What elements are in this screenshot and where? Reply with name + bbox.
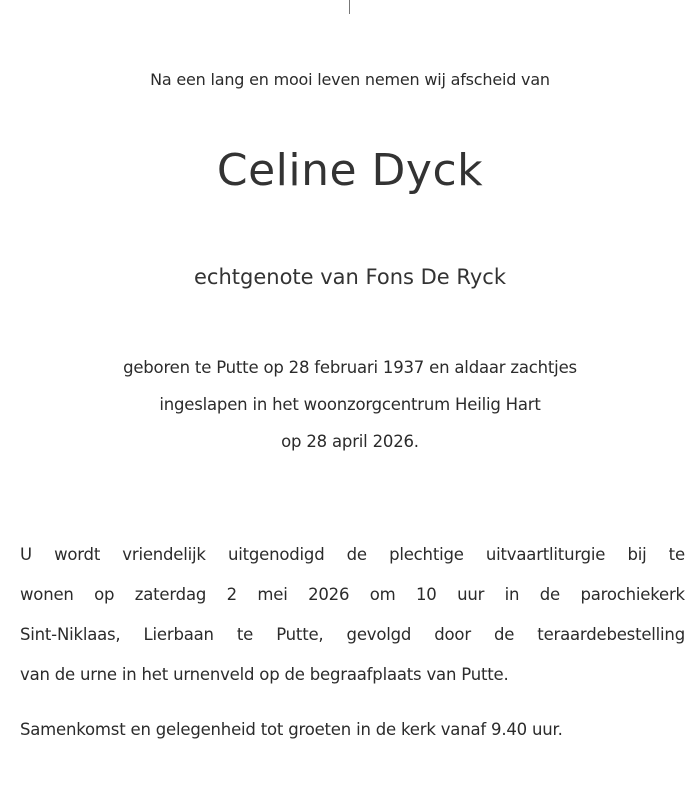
fold-mark [349, 0, 350, 14]
service-word: wonen [20, 585, 74, 604]
service-line: van de urne in het urnenveld op de begraafplaats van Putte. [20, 665, 509, 684]
service-word: om [369, 585, 396, 604]
service-word: 2 [226, 585, 237, 604]
service-word: Sint-Niklaas, [20, 625, 121, 644]
service-word: 2026 [308, 585, 350, 604]
service-word: teraardebestelling [537, 625, 685, 644]
birth-death-text [0, 349, 700, 460]
service-word: op [94, 585, 115, 604]
service-word: de [493, 625, 515, 644]
service-line [20, 535, 685, 575]
service-word: te [236, 625, 254, 644]
service-word: wordt [54, 545, 101, 564]
spouse-line: echtgenote van Fons De Ryck [194, 265, 506, 289]
service-word: door [434, 625, 471, 644]
service-word: plechtige [389, 545, 464, 564]
service-word: de [539, 585, 561, 604]
service-word: te [668, 545, 685, 564]
service-word: vriendelijk [122, 545, 206, 564]
service-word: in [504, 585, 520, 604]
intro-text: Na een lang en mooi leven nemen wij afscheid van [150, 70, 550, 89]
birth-line: op 28 april 2026. [281, 432, 419, 451]
service-paragraph [20, 535, 685, 695]
service-word: Putte, [276, 625, 324, 644]
service-word: bij [627, 545, 647, 564]
service-word: 10 [416, 585, 437, 604]
service-word: de [346, 545, 367, 564]
service-word: mei [257, 585, 288, 604]
birth-line: ingeslapen in het woonzorgcentrum Heilig Hart [159, 395, 541, 414]
service-line [20, 575, 685, 615]
closing-text: Samenkomst en gelegenheid tot groeten in de kerk vanaf 9.40 uur. [20, 720, 563, 739]
birth-line: geboren te Putte op 28 februari 1937 en aldaar zachtjes [123, 358, 577, 377]
service-word: uur [457, 585, 485, 604]
service-word: gevolgd [346, 625, 412, 644]
service-word: uitgenodigd [227, 545, 325, 564]
service-word: uitvaartliturgie [485, 545, 606, 564]
service-line [20, 615, 685, 655]
deceased-name: Celine Dyck [216, 145, 484, 196]
service-word: Lierbaan [143, 625, 214, 644]
service-word: U [20, 545, 32, 564]
service-word: parochiekerk [580, 585, 685, 604]
service-word: zaterdag [134, 585, 207, 604]
